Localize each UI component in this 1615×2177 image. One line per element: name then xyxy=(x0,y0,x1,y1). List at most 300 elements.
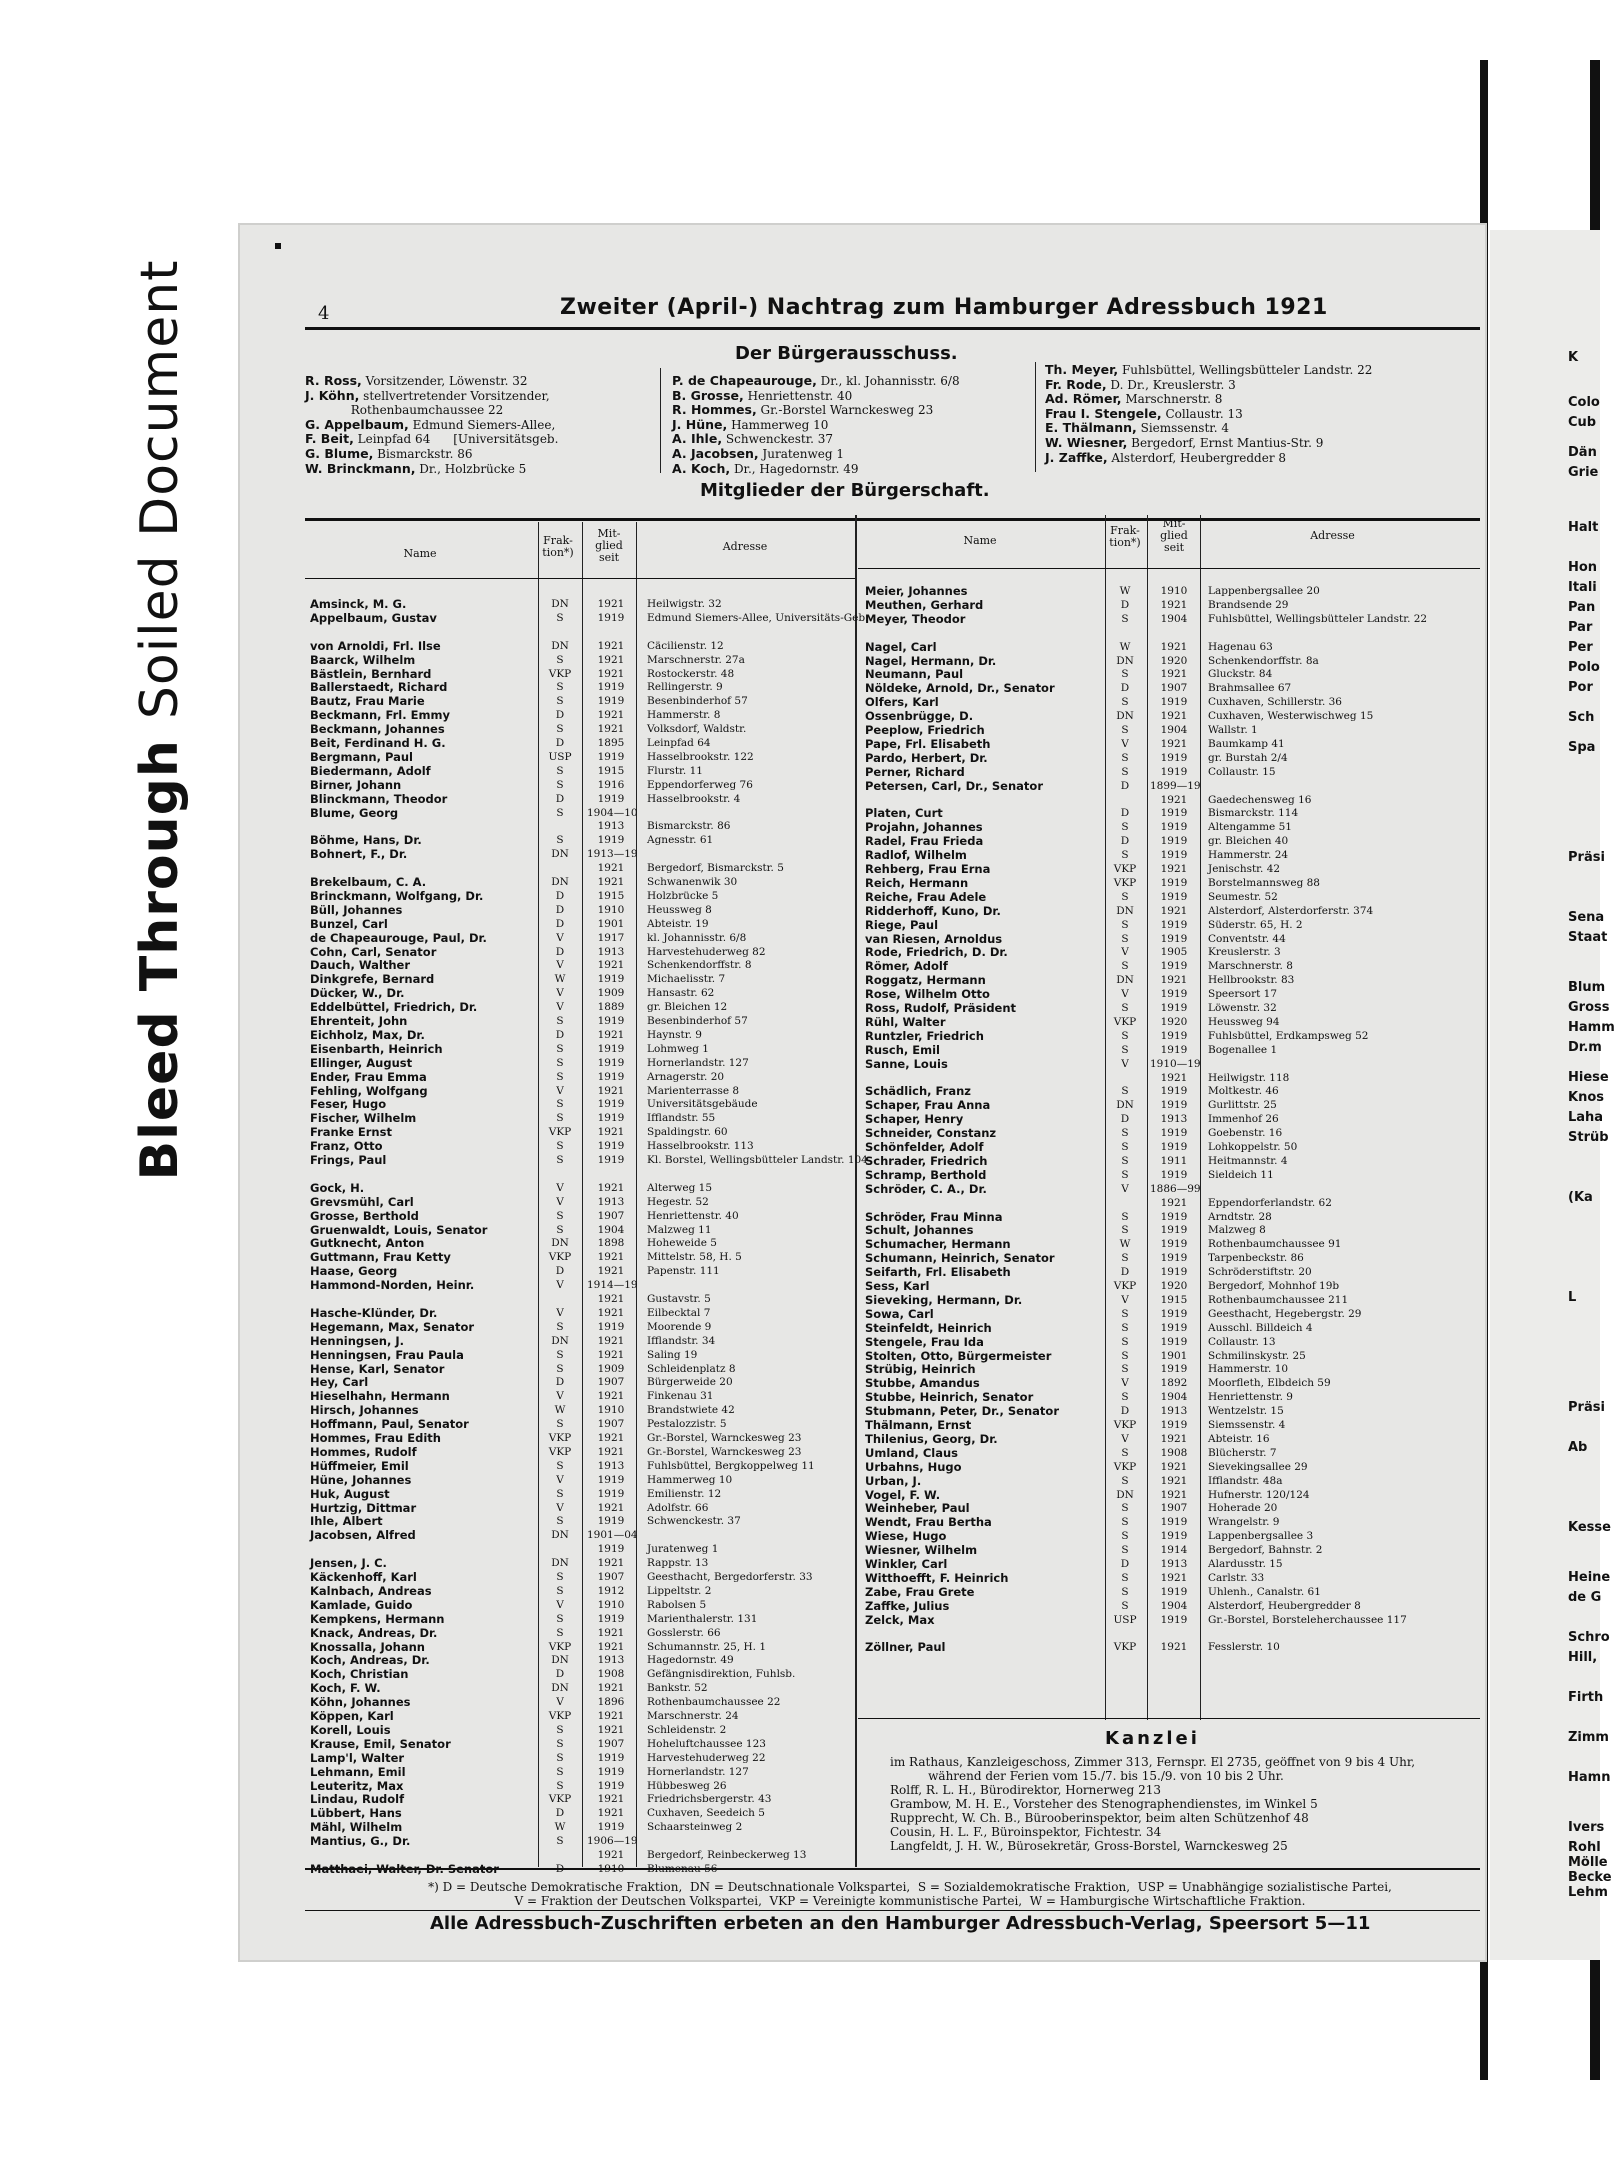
table-row xyxy=(865,1252,1476,1265)
member-name: Dinkgrefe, Bernard xyxy=(310,972,435,987)
member-since: 1913 xyxy=(597,1195,625,1208)
member-address: Besenbinderhof 57 xyxy=(647,1015,748,1027)
header-name-left: Name xyxy=(403,547,437,560)
member-name: Rühl, Walter xyxy=(865,1014,946,1029)
member-since: 1921 xyxy=(597,639,625,652)
member-fraktion: S xyxy=(1121,1335,1129,1348)
member-since: 1917 xyxy=(597,931,625,944)
committee-member-name: A. Jacobsen, xyxy=(672,445,759,461)
watermark-soiled-document: Soiled Document xyxy=(130,259,190,720)
committee-member-detail: stellvertretender Vorsitzender, xyxy=(359,388,550,403)
table-row xyxy=(310,1390,857,1403)
member-fraktion: USP xyxy=(548,750,572,763)
kanzlei-line: Rupprecht, W. Ch. B., Bürooberinspektor, beim alten Schützenhof 48 xyxy=(890,1811,1309,1825)
member-since: 1921 xyxy=(597,1793,625,1806)
member-name: Rusch, Emil xyxy=(865,1042,940,1057)
publisher-notice: Alle Adressbuch-Zuschriften erbeten an den Hamburger Adressbuch-Verlag, Speersort 5—11 xyxy=(430,1913,1371,1934)
member-fraktion: S xyxy=(556,1140,564,1153)
member-since: 1896 xyxy=(597,1696,625,1709)
member-name: Winkler, Carl xyxy=(865,1557,948,1571)
member-address: Bergedorf, Bismarckstr. 5 xyxy=(647,862,784,875)
next-page-fragment-text: Heine xyxy=(1568,1570,1611,1585)
member-address: Wentzelstr. 15 xyxy=(1208,1405,1284,1418)
table-row xyxy=(865,919,1476,932)
member-since: 1919 xyxy=(1160,960,1188,973)
member-fraktion: V xyxy=(1121,1377,1129,1390)
member-since: 1921 xyxy=(597,723,625,736)
member-address: Malzweg 11 xyxy=(647,1223,712,1236)
table-row xyxy=(310,779,857,792)
member-since: 1920 xyxy=(1160,654,1188,667)
table-row xyxy=(310,709,857,722)
table-row xyxy=(865,1197,1476,1210)
member-address: Schenkendorffstr. 8a xyxy=(1208,654,1319,667)
member-name: Eichholz, Max, Dr. xyxy=(310,1027,425,1042)
table-row xyxy=(865,835,1476,848)
table-row xyxy=(865,1322,1476,1335)
member-fraktion: S xyxy=(1121,849,1129,862)
member-name: Zöllner, Paul xyxy=(865,1640,946,1655)
member-name: Gock, H. xyxy=(310,1180,365,1195)
member-fraktion: D xyxy=(555,792,565,805)
table-row xyxy=(310,1738,857,1751)
committee-member xyxy=(1045,392,1475,407)
member-since: 1919 xyxy=(597,1487,625,1500)
member-fraktion: S xyxy=(1121,1585,1129,1598)
table-row xyxy=(310,1585,857,1598)
table-row xyxy=(310,723,857,736)
table-row xyxy=(310,1654,857,1667)
member-name: Zaffke, Julius xyxy=(865,1598,950,1613)
member-since: 1921 xyxy=(1160,737,1188,750)
member-fraktion: S xyxy=(1121,1516,1129,1529)
member-name: Olfers, Karl xyxy=(865,695,939,710)
next-page-fragment-text: Zimm xyxy=(1568,1730,1609,1745)
member-fraktion: VKP xyxy=(548,1710,572,1722)
table-row xyxy=(310,1210,857,1223)
member-address: Löwenstr. 32 xyxy=(1208,1002,1277,1014)
member-address: Tarpenbeckstr. 86 xyxy=(1208,1252,1304,1265)
table-row xyxy=(865,905,1476,918)
member-address: Universitätsgebäude xyxy=(647,1098,758,1111)
member-name: Strübig, Heinrich xyxy=(865,1362,976,1377)
member-address: Gr.-Borstel, Borsteleherchaussee 117 xyxy=(1208,1613,1407,1626)
member-fraktion: S xyxy=(556,1348,564,1361)
member-since: 1921 xyxy=(597,1501,625,1514)
member-name: Pape, Frl. Elisabeth xyxy=(865,736,991,751)
member-name: Sess, Karl xyxy=(865,1279,930,1293)
kanzlei-line: Langfeldt, J. H. W., Bürosekretär, Gross-Borstel, Warnckesweg 25 xyxy=(890,1839,1288,1853)
kanzlei-title: Kanzlei xyxy=(1105,1728,1200,1749)
table-row xyxy=(310,681,857,694)
member-fraktion: DN xyxy=(551,848,569,861)
table-row xyxy=(865,1211,1476,1224)
member-address: Hansastr. 62 xyxy=(647,987,715,1000)
member-address: Kreuslerstr. 3 xyxy=(1208,946,1281,959)
member-since: 1919 xyxy=(597,681,625,694)
member-since: 1905 xyxy=(1160,946,1188,959)
member-fraktion: DN xyxy=(551,1529,569,1542)
table-row xyxy=(865,1377,1476,1390)
member-name: Kamlade, Guido xyxy=(310,1597,413,1612)
member-name: Bohnert, F., Dr. xyxy=(310,847,408,862)
member-name: Henningsen, J. xyxy=(310,1333,405,1348)
member-name: Schaper, Henry xyxy=(865,1112,964,1127)
committee-member-detail: Vorsitzender, Löwenstr. 32 xyxy=(361,374,528,388)
member-since: 1919 xyxy=(1160,821,1188,834)
member-name: Rehberg, Frau Erna xyxy=(865,862,991,876)
member-address: Abteistr. 16 xyxy=(1208,1432,1270,1445)
member-address: Pestalozzistr. 5 xyxy=(647,1418,727,1431)
table-row xyxy=(310,1710,857,1723)
member-since: 1919 xyxy=(1160,1307,1188,1320)
committee-member-name: R. Hommes, xyxy=(672,402,757,418)
next-page-fragment-text: Per xyxy=(1568,640,1593,655)
member-fraktion: S xyxy=(556,778,564,791)
member-fraktion: S xyxy=(1121,1391,1129,1404)
member-address: Saling 19 xyxy=(647,1348,698,1361)
member-address: Volksdorf, Waldstr. xyxy=(647,723,747,736)
member-since: 1889 xyxy=(597,1001,625,1014)
table-row xyxy=(865,988,1476,1001)
next-page-fragment-text: Hill, xyxy=(1568,1650,1598,1665)
member-name: Grevsmühl, Carl xyxy=(310,1194,414,1209)
committee-member xyxy=(305,374,645,389)
member-name: Hoffmann, Paul, Senator xyxy=(310,1417,469,1432)
member-since: 1919 xyxy=(597,1543,625,1556)
member-name: Rose, Wilhelm Otto xyxy=(865,987,990,1002)
member-since: 1919 xyxy=(597,750,625,763)
member-name: Römer, Adolf xyxy=(865,959,948,974)
member-address: Spaldingstr. 60 xyxy=(647,1126,728,1139)
member-address: Süderstr. 65, H. 2 xyxy=(1208,918,1303,931)
member-since: 1919 xyxy=(1160,1321,1188,1334)
member-since: 1921 xyxy=(597,1126,625,1139)
table-row xyxy=(865,891,1476,904)
header-name-right: Name xyxy=(963,534,997,547)
table-row xyxy=(310,1265,857,1278)
member-address: Altengamme 51 xyxy=(1208,821,1292,834)
committee-member xyxy=(305,418,645,433)
member-since: 1912 xyxy=(597,1584,625,1597)
member-name: Frings, Paul xyxy=(310,1153,387,1167)
column-divider xyxy=(1035,362,1036,472)
member-address: Eppendorferlandstr. 62 xyxy=(1208,1196,1332,1209)
table-row xyxy=(310,610,869,625)
member-since: 1919 xyxy=(1160,1266,1188,1279)
member-address: Blücherstr. 7 xyxy=(1208,1446,1277,1459)
member-address: Bismarckstr. 86 xyxy=(647,820,731,833)
table-row xyxy=(865,627,1476,640)
member-since: 1919 xyxy=(1160,1127,1188,1140)
member-since: 1919 xyxy=(597,1821,625,1834)
member-address: Gosslerstr. 66 xyxy=(647,1626,721,1639)
committee-member-name: P. de Chapeaurouge, xyxy=(672,373,817,388)
member-name: Hommes, Rudolf xyxy=(310,1444,417,1459)
committee-member-name: J. Köhn, xyxy=(305,387,360,403)
table-row xyxy=(865,1030,1476,1043)
member-address: Flurstr. 11 xyxy=(647,764,703,777)
member-since: 1910 xyxy=(597,1404,625,1417)
member-fraktion: S xyxy=(1121,932,1129,945)
table-row xyxy=(310,1085,857,1098)
committee-member xyxy=(305,403,645,418)
section-title-buergerschaft: Mitglieder der Bürgerschaft. xyxy=(700,480,990,501)
member-since: 1919 xyxy=(1160,1585,1188,1598)
member-name: Beckmann, Frl. Emmy xyxy=(310,708,450,723)
member-fraktion: VKP xyxy=(548,1251,572,1264)
member-fraktion: S xyxy=(1121,724,1129,736)
member-address: Arnagerstr. 20 xyxy=(647,1070,725,1083)
table-row xyxy=(310,1474,857,1487)
table-row xyxy=(865,599,1476,612)
table-row xyxy=(865,682,1476,695)
member-address: Cäcilienstr. 12 xyxy=(647,639,724,652)
table-row xyxy=(865,794,1476,807)
member-since: 1921 xyxy=(1160,710,1188,723)
member-address: Schmilinskystr. 25 xyxy=(1208,1349,1306,1362)
table-row xyxy=(865,1183,1476,1196)
member-since: 1907 xyxy=(1160,682,1188,695)
member-fraktion: D xyxy=(555,1265,565,1278)
member-fraktion: DN xyxy=(551,598,569,610)
member-fraktion: USP xyxy=(1113,1613,1137,1626)
table-row xyxy=(310,987,857,1000)
member-name: Sieveking, Hermann, Dr. xyxy=(865,1292,1023,1307)
member-name: Rode, Friedrich, D. Dr. xyxy=(865,945,1008,960)
member-since: 1919 xyxy=(1160,696,1188,709)
next-page-fragment-text: Knos xyxy=(1568,1090,1604,1105)
table-row xyxy=(310,1335,857,1348)
member-address: Schleidenplatz 8 xyxy=(647,1362,736,1375)
member-since: 1921 xyxy=(597,709,625,722)
member-fraktion: S xyxy=(556,1015,564,1027)
member-fraktion: V xyxy=(556,1390,564,1403)
member-name: Böhme, Hans, Dr. xyxy=(310,833,422,848)
member-fraktion: S xyxy=(556,1765,564,1778)
member-name: Korell, Louis xyxy=(310,1722,391,1737)
member-name: Birner, Johann xyxy=(310,777,402,792)
member-address: Ifflandstr. 55 xyxy=(647,1112,716,1125)
member-name: Knack, Andreas, Dr. xyxy=(310,1625,438,1640)
member-since: 1919 xyxy=(1160,918,1188,931)
member-since: 1921 xyxy=(597,1626,625,1639)
member-since: 1921 xyxy=(597,1251,625,1264)
table-row xyxy=(310,1015,857,1028)
member-fraktion: DN xyxy=(551,1237,569,1250)
member-since: 1919 xyxy=(597,1098,625,1111)
member-fraktion: S xyxy=(1121,1043,1129,1056)
member-since: 1919 xyxy=(1160,1029,1188,1042)
committee-member xyxy=(672,462,1027,477)
member-address: gr. Bleichen 40 xyxy=(1208,835,1289,848)
member-name: Schröder, Frau Minna xyxy=(865,1209,1003,1224)
member-fraktion: D xyxy=(555,945,565,958)
header-adresse-left: Adresse xyxy=(722,540,768,553)
table-row xyxy=(310,1224,857,1237)
member-since: 1921 xyxy=(1160,598,1188,611)
member-since: 1920 xyxy=(1160,1015,1188,1028)
next-page-fragment-text: Cub xyxy=(1568,415,1597,430)
member-since: 1919 xyxy=(1160,932,1188,945)
member-fraktion: S xyxy=(1121,1154,1129,1167)
member-address: Gurlittstr. 25 xyxy=(1208,1099,1277,1112)
member-address: Moorende 9 xyxy=(647,1320,712,1333)
member-address: Brahmsallee 67 xyxy=(1208,682,1292,695)
member-since: 1921 xyxy=(597,1445,625,1458)
member-since: 1914 xyxy=(1160,1544,1188,1557)
committee-member-detail: Marschnerstr. 8 xyxy=(1121,392,1223,407)
member-since: 1919 xyxy=(597,611,625,624)
committee-member-detail: Henriettenstr. 40 xyxy=(743,388,853,403)
member-fraktion: DN xyxy=(1116,904,1134,917)
member-name: Schneider, Constanz xyxy=(865,1126,997,1141)
member-fraktion: V xyxy=(556,987,564,1000)
member-name: Nöldeke, Arnold, Dr., Senator xyxy=(865,681,1055,696)
member-address: Fuhlsbüttel, Wellingsbütteler Landstr. 22 xyxy=(1208,612,1428,625)
member-fraktion: D xyxy=(555,1376,565,1389)
table-row xyxy=(865,1336,1476,1349)
member-since: 1921 xyxy=(1160,1641,1188,1654)
member-fraktion: S xyxy=(556,611,564,624)
member-address: Henriettenstr. 9 xyxy=(1208,1391,1293,1404)
next-page-fragment-text: Rohl xyxy=(1568,1840,1601,1855)
member-since: 1919 xyxy=(1160,1141,1188,1153)
footnote-fraktion-legend: *) D = Deutsche Demokratische Fraktion, DN = Deutschnationale Volkspartei, S = Sozialdemokratische Fraktion, USP = Unabhängige sozialistische Partei, V = Fraktion der Deutschen Volkspartei, VKP = Vereinigte kommunistische Partei, W = Hamburgische Wirtschaftliche Fraktion. xyxy=(428,1880,1392,1908)
table-row xyxy=(310,1321,857,1334)
table-row xyxy=(310,959,857,972)
committee-member xyxy=(672,432,1027,447)
table-row xyxy=(865,1544,1476,1557)
member-address: Gluckstr. 84 xyxy=(1208,668,1273,681)
next-page-fragment-text: Spa xyxy=(1568,740,1596,755)
member-name: Roggatz, Hermann xyxy=(865,973,986,988)
member-name: Reich, Hermann xyxy=(865,875,969,890)
member-fraktion: S xyxy=(1121,1502,1129,1515)
member-address: gr. Bleichen 12 xyxy=(647,1001,728,1014)
member-fraktion: DN xyxy=(1116,654,1134,667)
member-fraktion: V xyxy=(556,1598,564,1611)
committee-member-name: F. Beit, xyxy=(305,431,354,447)
committee-member xyxy=(672,374,1027,389)
member-fraktion: D xyxy=(1120,682,1130,695)
member-fraktion: S xyxy=(556,1056,564,1069)
member-since: 1919 xyxy=(1160,1252,1188,1265)
member-address: Heilwigstr. 32 xyxy=(647,598,722,610)
member-fraktion: D xyxy=(1120,1113,1130,1126)
member-fraktion: S xyxy=(1121,960,1129,973)
member-address: Alsterdorf, Alsterdorferstr. 374 xyxy=(1208,904,1374,917)
member-address: Gr.-Borstel, Warnckesweg 23 xyxy=(647,1445,802,1458)
member-name: Seifarth, Frl. Elisabeth xyxy=(865,1265,1011,1280)
table-row xyxy=(310,1168,857,1181)
next-page-fragment-text: Sch xyxy=(1568,710,1595,725)
member-since: 1904—10 xyxy=(587,806,638,819)
table-row xyxy=(865,877,1476,890)
committee-member xyxy=(1045,363,1475,378)
member-address: Schwanenwik 30 xyxy=(647,876,738,888)
member-fraktion: V xyxy=(1121,737,1129,750)
table-row xyxy=(310,807,857,820)
table-row xyxy=(310,1641,857,1654)
member-name: Franz, Otto xyxy=(310,1139,383,1154)
member-since: 1920 xyxy=(1160,1280,1188,1292)
table-row xyxy=(310,862,857,875)
member-name: Brinckmann, Wolfgang, Dr. xyxy=(310,888,484,903)
committee-member-detail: Fuhlsbüttel, Wellingsbütteler Landstr. 22 xyxy=(1118,363,1373,377)
member-address: Conventstr. 44 xyxy=(1208,932,1286,945)
member-address: Eppendorferweg 76 xyxy=(647,778,753,791)
member-name: Biedermann, Adolf xyxy=(310,763,431,778)
member-since: 1919 xyxy=(1160,1224,1188,1237)
member-fraktion: S xyxy=(556,1835,564,1848)
member-name: Lamp'l, Walter xyxy=(310,1750,405,1765)
table-row xyxy=(865,724,1476,737)
member-fraktion: D xyxy=(1120,835,1130,848)
next-page-fragment-text: L xyxy=(1568,1290,1577,1305)
member-since: 1904 xyxy=(1160,1391,1188,1404)
member-address: Fuhlsbüttel, Bergkoppelweg 11 xyxy=(647,1459,815,1472)
next-page-fragment-text: Gross xyxy=(1568,1000,1610,1015)
member-name: Krause, Emil, Senator xyxy=(310,1736,451,1751)
member-address: Heussweg 8 xyxy=(647,903,712,916)
member-address: Gr.-Borstel, Warnckesweg 23 xyxy=(647,1432,802,1444)
member-since: 1909 xyxy=(597,987,625,1000)
kanzlei-line: Grambow, M. H. E., Vorsteher des Stenographendienstes, im Winkel 5 xyxy=(890,1797,1318,1811)
member-fraktion: D xyxy=(555,917,565,930)
member-since: 1907 xyxy=(597,1376,625,1389)
watermark-sidebar xyxy=(120,259,210,1210)
member-address: kl. Johannisstr. 6/8 xyxy=(647,931,747,944)
member-name: Meyer, Theodor xyxy=(865,611,966,626)
member-address: Cuxhaven, Seedeich 5 xyxy=(647,1807,765,1820)
member-fraktion: D xyxy=(555,889,565,902)
committee-member xyxy=(672,418,1027,433)
next-page-fragment-text: Kesse xyxy=(1568,1520,1611,1535)
committee-member-name: A. Ihle, xyxy=(672,431,723,447)
member-name: Ehrenteit, John xyxy=(310,1014,408,1028)
member-address: Fuhlsbüttel, Erdkampsweg 52 xyxy=(1208,1029,1369,1042)
member-address: Lohkoppelstr. 50 xyxy=(1208,1141,1298,1153)
next-page-fragment xyxy=(1490,230,1615,1960)
table-row xyxy=(310,1251,857,1264)
member-address: Ausschl. Billdeich 4 xyxy=(1208,1321,1313,1334)
table-row xyxy=(310,1849,857,1862)
member-name: Schröder, C. A., Dr. xyxy=(865,1181,987,1196)
member-since: 1921 xyxy=(1160,904,1188,917)
kanzlei-top-rule xyxy=(858,1718,1480,1719)
member-name: Henningsen, Frau Paula xyxy=(310,1347,464,1362)
member-since: 1919 xyxy=(597,1070,625,1083)
member-since: 1904 xyxy=(1160,724,1188,736)
page-title: Zweiter (April-) Nachtrag zum Hamburger Adressbuch 1921 xyxy=(560,295,1328,320)
member-address: Schumannstr. 25, H. 1 xyxy=(647,1640,767,1653)
member-fraktion: DN xyxy=(551,1654,569,1667)
member-address: Edmund Siemers-Allee, Universitäts-Geb. xyxy=(647,611,869,624)
member-name: Ossenbrügge, D. xyxy=(865,709,974,724)
table-row xyxy=(310,668,857,681)
table-row xyxy=(310,765,857,778)
table-row xyxy=(310,1043,857,1056)
member-fraktion: S xyxy=(556,1571,564,1583)
member-since: 1919 xyxy=(1160,1099,1188,1112)
table-row xyxy=(865,585,1476,598)
member-name: Urban, J. xyxy=(865,1473,922,1488)
member-name: Nagel, Hermann, Dr. xyxy=(865,653,997,668)
member-fraktion: S xyxy=(1121,821,1129,834)
table-row xyxy=(310,1780,857,1793)
member-fraktion: S xyxy=(556,1070,564,1083)
